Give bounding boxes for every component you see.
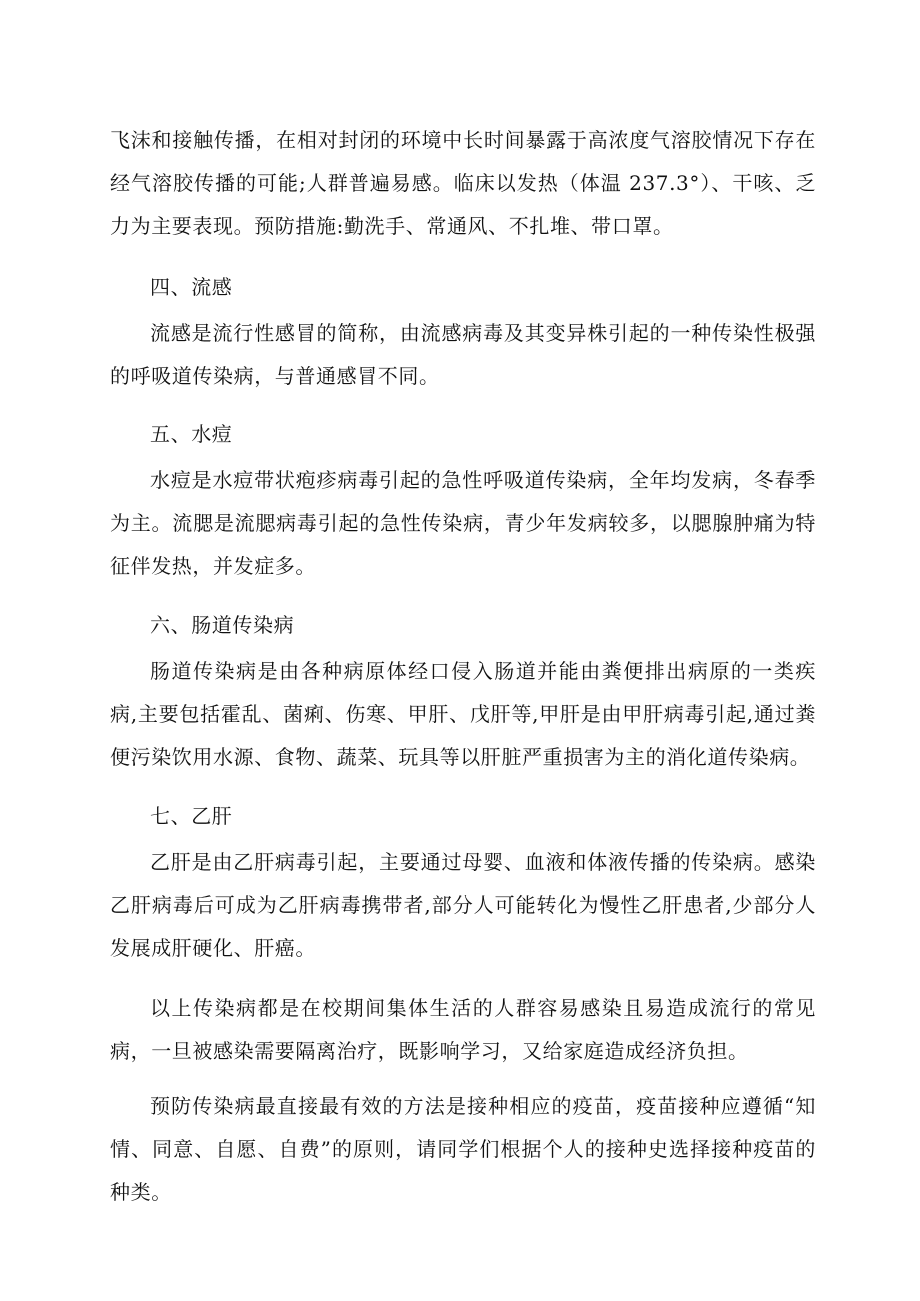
heading-chickenpox: 五、水痘 [150, 422, 233, 446]
paragraph-influenza: 流感是流行性感冒的简称，由流感病毒及其变异株引起的一种传染性极强的呼吸道传染病，与普通感冒不同。 [110, 321, 816, 388]
paragraph-vaccination: 预防传染病最直接最有效的方法是接种相应的疫苗，疫苗接种应遵循“知情、同意、自愿、自费”的原则，请同学们根据个人的接种史选择接种疫苗的种类。 [110, 1094, 816, 1204]
heading-influenza: 四、流感 [150, 275, 233, 299]
paragraph-intestinal: 肠道传染病是由各种病原体经口侵入肠道并能由粪便排出病原的一类疾病,主要包括霍乱、菌痢、伤寒、甲肝、戊肝等,甲肝是由甲肝病毒引起,通过粪便污染饮用水源、食物、蔬菜、玩具等以肝脏严重损害为主的消化道传染病。 [110, 659, 816, 769]
heading-hepatitis-b: 七、乙肝 [150, 804, 233, 828]
heading-intestinal: 六、肠道传染病 [150, 613, 295, 637]
paragraph-chickenpox: 水痘是水痘带状疱疹病毒引起的急性呼吸道传染病，全年均发病，冬春季为主。流腮是流腮病毒引起的急性传染病，青少年发病较多，以腮腺肿痛为特征伴发热，并发症多。 [110, 468, 816, 578]
paragraph-transmission: 飞沫和接触传播，在相对封闭的环境中长时间暴露于高浓度气溶胶情况下存在经气溶胶传播的可能;人群普遍易感。临床以发热（体温 237.3°）、干咳、乏力为主要表现。预防措施:勤洗手、常通风、不扎堆、带口罩。 [110, 128, 816, 238]
paragraph-hepatitis-b: 乙肝是由乙肝病毒引起，主要通过母婴、血液和体液传播的传染病。感染乙肝病毒后可成为乙肝病毒携带者,部分人可能转化为慢性乙肝患者,少部分人发展成肝硬化、肝癌。 [110, 850, 816, 960]
paragraph-summary: 以上传染病都是在校期间集体生活的人群容易感染且易造成流行的常见病，一旦被感染需要隔离治疗，既影响学习，又给家庭造成经济负担。 [110, 996, 816, 1063]
